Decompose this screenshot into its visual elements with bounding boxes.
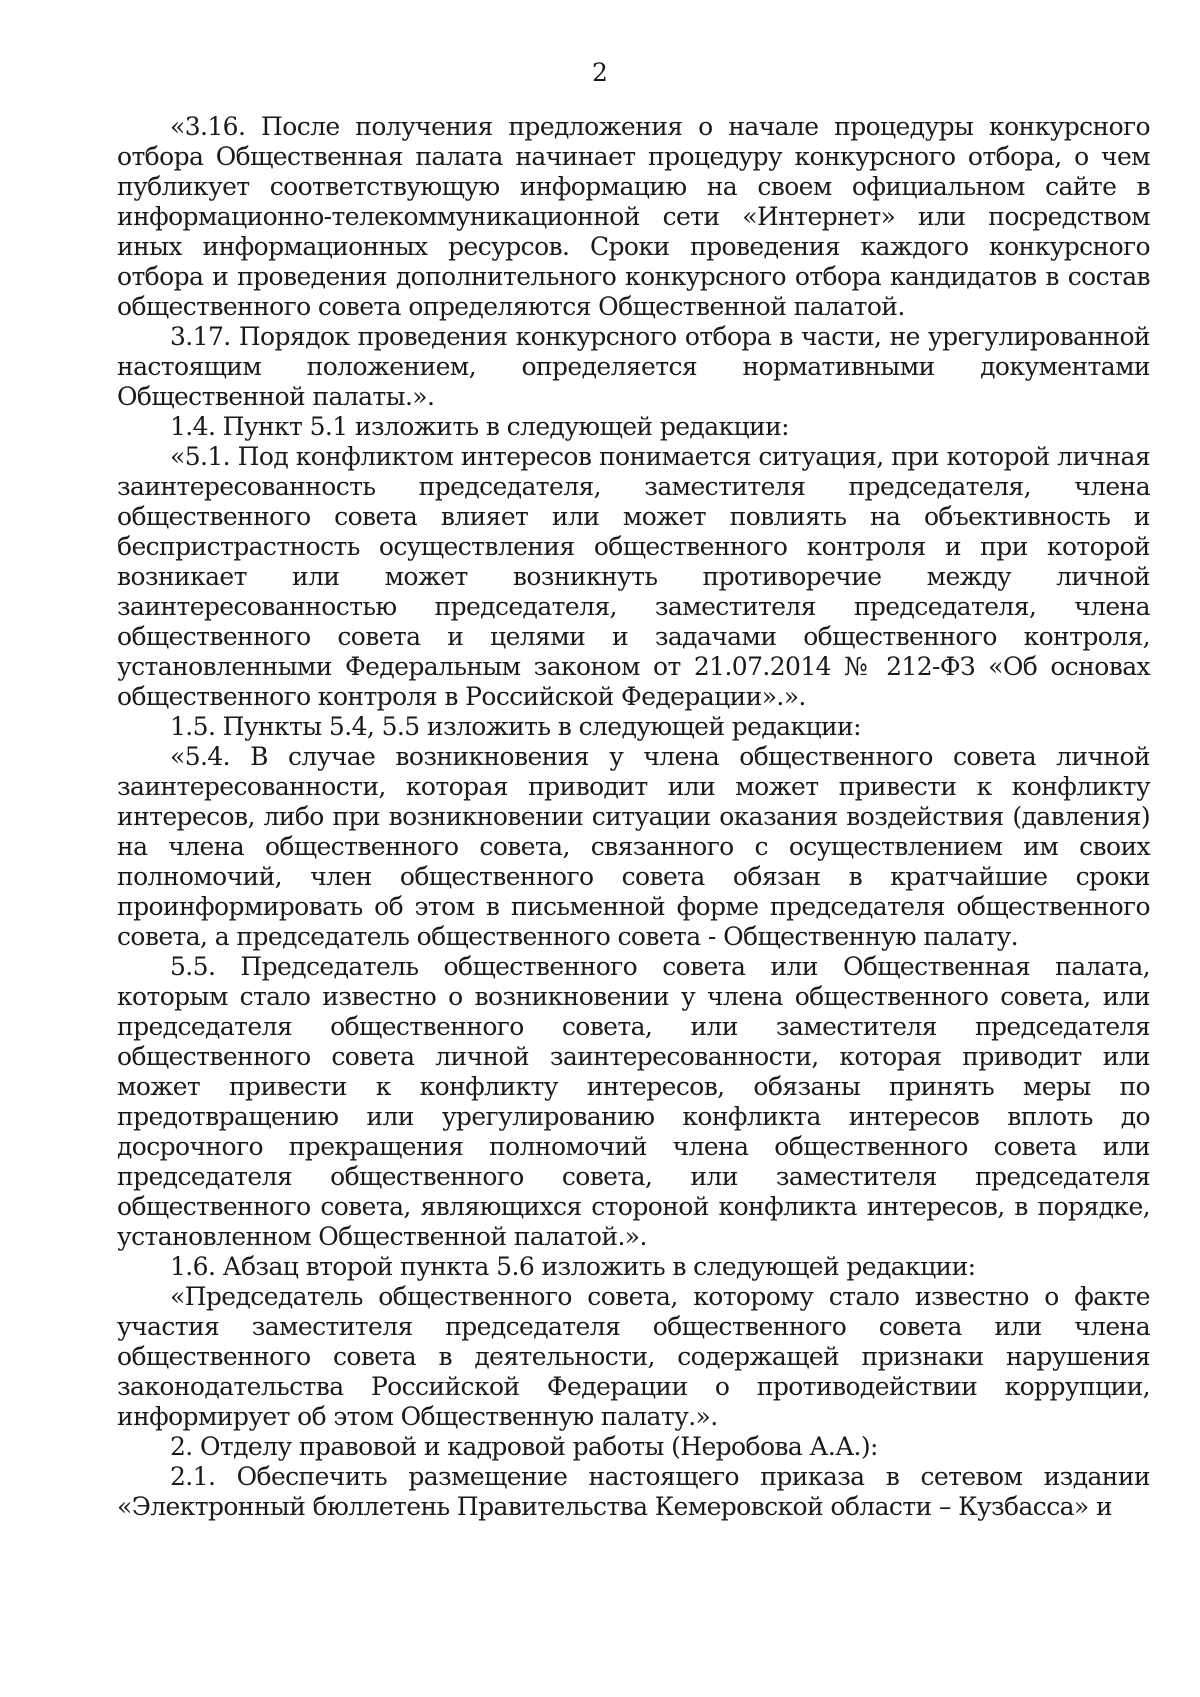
paragraph-1-4: 1.4. Пункт 5.1 изложить в следующей редакции:	[170, 412, 789, 441]
paragraph-1-5: 1.5. Пункты 5.4, 5.5 изложить в следующей редакции:	[170, 712, 861, 741]
paragraph-3-16: «3.16. После получения предложения о начале процедуры конкурсного отбора Общественная палата начинает процедуру конкурсного отбора, о чем публикует соответствующую информацию на своем официальном сайте в информационно-телекоммуникационной сети «Интернет» или посредством иных информационных ресурсов. Сроки проведения каждого конкурсного отбора и проведения дополнительного конкурсного отбора кандидатов в состав общественного совета определяются Общественной палатой.	[117, 112, 1150, 321]
paragraph-5-6-text: «Председатель общественного совета, которому стало известно о факте участия заместителя председателя общественного совета или члена общественного совета в деятельности, содержащей признаки нарушения законодательства Российской Федерации о противодействии коррупции, информирует об этом Общественную палату.».	[117, 1282, 1150, 1431]
page-number: 2	[592, 58, 608, 87]
paragraph-1-6: 1.6. Абзац второй пункта 5.6 изложить в следующей редакции:	[170, 1252, 976, 1281]
paragraph-2: 2. Отделу правовой и кадровой работы (Неробова А.А.):	[170, 1432, 878, 1461]
paragraph-5-4: «5.4. В случае возникновения у члена общественного совета личной заинтересованности, которая приводит или может привести к конфликту интересов, либо при возникновении ситуации оказания воздействия (давления) на члена общественного совета, связанного с осуществлением им своих полномочий, член общественного совета обязан в кратчайшие сроки проинформировать об этом в письменной форме председателя общественного совета, а председатель общественного совета - Общественную палату.	[117, 742, 1150, 951]
document-body	[117, 112, 1150, 1522]
paragraph-3-17: 3.17. Порядок проведения конкурсного отбора в части, не урегулированной настоящим положением, определяется нормативными документами Общественной палаты.».	[117, 322, 1150, 411]
paragraph-2-1: 2.1. Обеспечить размещение настоящего приказа в сетевом издании «Электронный бюллетень Правительства Кемеровской области – Кузбасса» и	[117, 1462, 1150, 1521]
paragraph-5-5: 5.5. Председатель общественного совета или Общественная палата, которым стало известно о возникновении у члена общественного совета, или председателя общественного совета, или заместителя председателя общественного совета личной заинтересованности, которая приводит или может привести к конфликту интересов, обязаны принять меры по предотвращению или урегулированию конфликта интересов вплоть до досрочного прекращения полномочий члена общественного совета или председателя общественного совета, или заместителя председателя общественного совета, являющихся стороной конфликта интересов, в порядке, установленном Общественной палатой.».	[117, 952, 1150, 1251]
paragraph-5-1: «5.1. Под конфликтом интересов понимается ситуация, при которой личная заинтересованность председателя, заместителя председателя, члена общественного совета влияет или может повлиять на объективность и беспристрастность осуществления общественного контроля и при которой возникает или может возникнуть противоречие между личной заинтересованностью председателя, заместителя председателя, члена общественного совета и целями и задачами общественного контроля, установленными Федеральным законом от 21.07.2014 № 212-ФЗ «Об основах общественного контроля в Российской Федерации».».	[117, 442, 1150, 711]
